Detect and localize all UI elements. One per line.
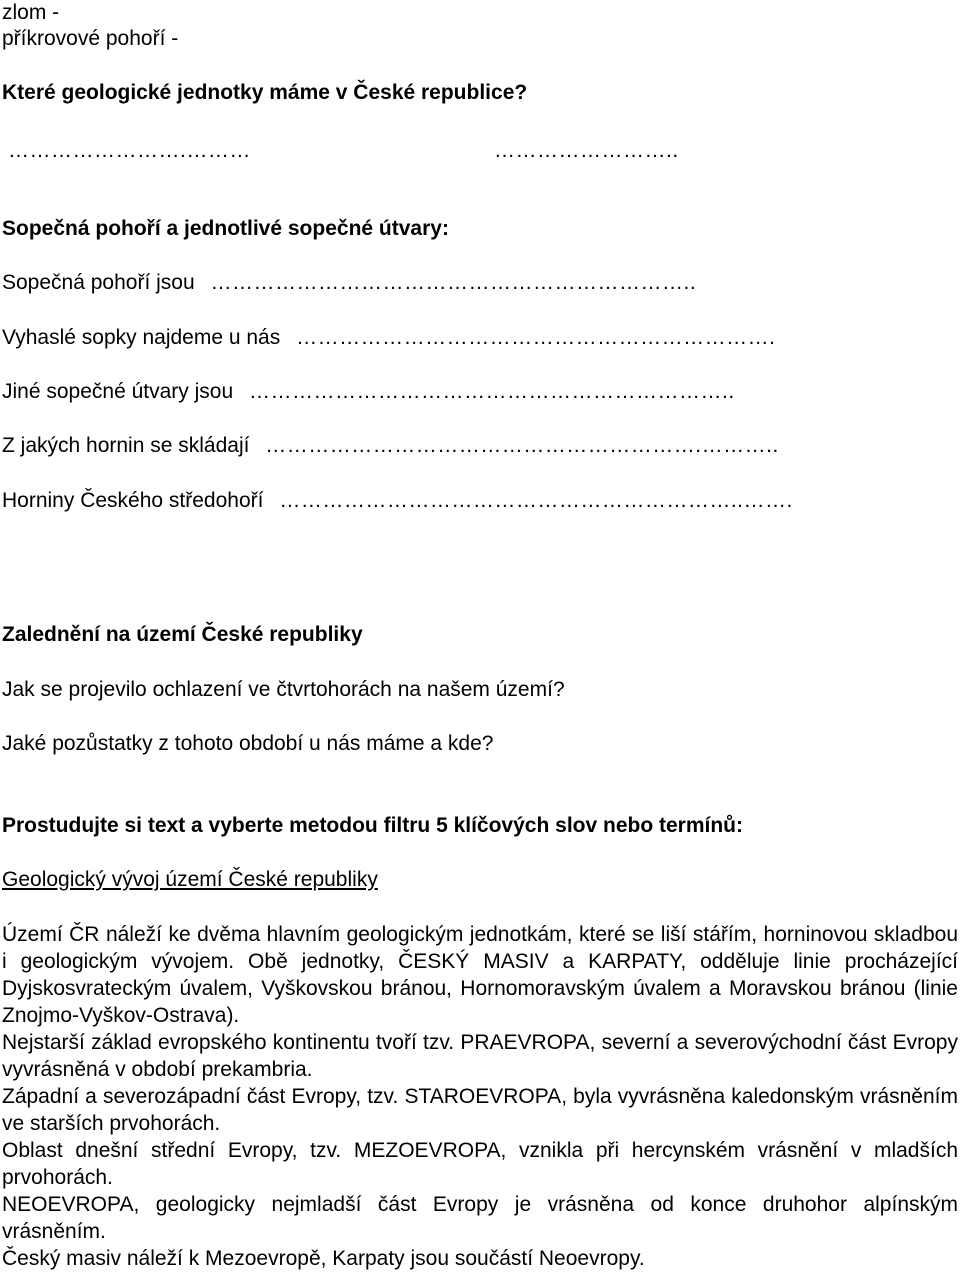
study-heading: Prostudujte si text a vyberte metodou filtru 5 klíčových slov nebo termínů: (2, 814, 743, 837)
geo-units-heading: Které geologické jednotky máme v České republice? (2, 81, 528, 104)
volcanic-item-label: Horniny Českého středohoří (2, 489, 264, 512)
study-paragraph: Český masiv náleží k Mezoevropě, Karpaty jsou součástí Neoevropy. (2, 1247, 645, 1270)
study-paragraph: Nejstarší základ evropského kontinentu tvoří tzv. PRAEVROPA, severní a severovýchodní část Evropy vyvrásněná v období prekambria. (2, 1031, 958, 1081)
glaciation-heading: Zalednění na území České republiky (2, 623, 363, 646)
study-paragraph: NEOEVROPA, geologicky nejmladší část Evropy je vrásněna od konce druhohor alpínským vrásněním. (2, 1193, 958, 1243)
volcanic-item (2, 433, 779, 459)
volcanic-item-dots: …………………………………………………….……….. (265, 434, 779, 457)
volcanic-item-dots: …………………………………………………………. (296, 326, 776, 349)
geo-units-answer-dots-left: …………………….……… (8, 139, 251, 162)
volcanic-item (2, 379, 735, 405)
study-paragraph: Západní a severozápadní část Evropy, tzv. STAROEVROPA, byla vyvrásněna kaledonským vrásněním ve starších prvohorách. (2, 1085, 958, 1135)
zlom-line: zlom - (2, 1, 60, 24)
volcanic-item (2, 325, 775, 351)
glaciation-question-1: Jak se projevilo ochlazení ve čtvrtohorách na našem území? (2, 678, 565, 701)
volcanic-item (2, 488, 793, 514)
prikrovove-pohori-line: příkrovové pohoří - (2, 27, 179, 50)
geo-units-answer-dots-right: …………………….. (494, 139, 679, 162)
volcanic-item-label: Sopečná pohoří jsou (2, 271, 195, 294)
volcanic-item-dots: ………………………………………………………….. (248, 380, 735, 403)
study-subheading: Geologický vývoj území České republiky (2, 868, 378, 891)
volcanic-item-label: Vyhaslé sopky najdeme u nás (2, 326, 281, 349)
study-paragraph: Území ČR náleží ke dvěma hlavním geologickým jednotkám, které se liší stářím, horninovou skladbou i geologickým vývojem. Obě jednotky, ČESKÝ MASIV a KARPATY, odděluje linie procházející Dyjskosvrateckým úvalem, Vyškovskou bránou, Hornomoravským úvalem a Moravskou bránou (linie Znojmo-Vyškov-Ostrava). (2, 923, 958, 1027)
volcanic-item (2, 270, 696, 296)
study-paragraph: Oblast dnešní střední Evropy, tzv. MEZOEVROPA, vznikla při hercynském vrásnění v mladších prvohorách. (2, 1139, 958, 1189)
volcanic-item-dots: ………………………………………………………….. (210, 271, 697, 294)
volcanic-item-dots: ………………………………………………………..……. (279, 489, 793, 512)
volcanic-item-label: Jiné sopečné útvary jsou (2, 380, 234, 403)
glaciation-question-2: Jaké pozůstatky z tohoto období u nás máme a kde? (2, 732, 494, 755)
volcanic-heading: Sopečná pohoří a jednotlivé sopečné útvary: (2, 217, 449, 240)
volcanic-item-label: Z jakých hornin se skládají (2, 434, 250, 457)
